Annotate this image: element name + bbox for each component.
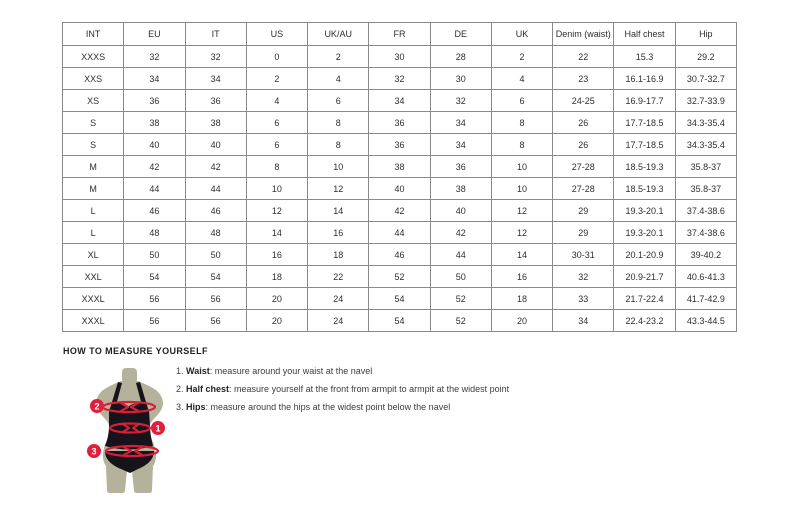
table-cell: 20 [491, 310, 552, 332]
column-header: EU [124, 23, 185, 46]
column-header: Hip [675, 23, 736, 46]
table-cell: 12 [491, 200, 552, 222]
table-cell: 33 [553, 288, 614, 310]
table-cell: 2 [246, 68, 307, 90]
table-cell: 46 [185, 200, 246, 222]
table-cell: 39-40.2 [675, 244, 736, 266]
table-cell: 35.8-37 [675, 156, 736, 178]
table-cell: 10 [491, 156, 552, 178]
table-cell: 50 [430, 266, 491, 288]
table-cell: 38 [430, 178, 491, 200]
table-cell: 6 [491, 90, 552, 112]
table-cell: 6 [246, 134, 307, 156]
table-cell: 38 [369, 156, 430, 178]
table-cell: 43.3-44.5 [675, 310, 736, 332]
table-cell: 36 [369, 112, 430, 134]
table-cell: 36 [124, 90, 185, 112]
table-cell: 24-25 [553, 90, 614, 112]
table-cell: 46 [124, 200, 185, 222]
table-cell: 52 [430, 310, 491, 332]
table-cell: XXXS [63, 46, 124, 68]
table-cell: 52 [430, 288, 491, 310]
column-header: Half chest [614, 23, 675, 46]
table-cell: M [63, 178, 124, 200]
table-cell: 26 [553, 112, 614, 134]
table-row [63, 310, 737, 332]
table-cell: 46 [369, 244, 430, 266]
table-cell: 32 [369, 68, 430, 90]
table-cell: 30 [369, 46, 430, 68]
table-cell: 20 [246, 288, 307, 310]
table-cell: 24 [308, 310, 369, 332]
table-cell: 19.3-20.1 [614, 222, 675, 244]
table-cell: 17.7-18.5 [614, 134, 675, 156]
table-cell: 17.7-18.5 [614, 112, 675, 134]
table-cell: 34 [369, 90, 430, 112]
table-cell: 26 [553, 134, 614, 156]
table-cell: 34.3-35.4 [675, 134, 736, 156]
table-row [63, 156, 737, 178]
table-cell: 14 [308, 200, 369, 222]
table-cell: 37.4-38.6 [675, 200, 736, 222]
table-row [63, 90, 737, 112]
table-cell: 24 [308, 288, 369, 310]
size-table-head-row [63, 23, 737, 46]
table-cell: 56 [185, 310, 246, 332]
table-cell: 18.5-19.3 [614, 178, 675, 200]
table-cell: XXS [63, 68, 124, 90]
table-cell: 32 [430, 90, 491, 112]
table-cell: 10 [491, 178, 552, 200]
table-cell: 23 [553, 68, 614, 90]
table-cell: 18.5-19.3 [614, 156, 675, 178]
table-cell: 8 [491, 134, 552, 156]
measure-step-hips [176, 402, 606, 413]
table-cell: 16.9-17.7 [614, 90, 675, 112]
step-text: : measure yourself at the front from armpit to armpit at the widest point [229, 384, 510, 394]
table-cell: 12 [246, 200, 307, 222]
table-cell: 54 [369, 288, 430, 310]
table-cell: 38 [185, 112, 246, 134]
table-cell: 14 [246, 222, 307, 244]
table-row [63, 178, 737, 200]
measure-step-waist [176, 366, 606, 377]
table-cell: 27-28 [553, 156, 614, 178]
measure-figure-illustration [82, 368, 182, 494]
table-cell: 34 [430, 112, 491, 134]
table-cell: 40 [124, 134, 185, 156]
table-cell: 22.4-23.2 [614, 310, 675, 332]
table-cell: S [63, 112, 124, 134]
table-cell: 30 [430, 68, 491, 90]
table-cell: 44 [430, 244, 491, 266]
table-cell: 44 [185, 178, 246, 200]
table-row [63, 266, 737, 288]
table-cell: M [63, 156, 124, 178]
table-cell: S [63, 134, 124, 156]
table-row [63, 288, 737, 310]
table-cell: 37.4-38.6 [675, 222, 736, 244]
table-cell: 40.6-41.3 [675, 266, 736, 288]
table-cell: 52 [369, 266, 430, 288]
table-cell: 0 [246, 46, 307, 68]
table-cell: 32.7-33.9 [675, 90, 736, 112]
table-cell: 6 [308, 90, 369, 112]
table-cell: 34 [124, 68, 185, 90]
table-cell: 54 [124, 266, 185, 288]
step-number: 2. [176, 384, 184, 394]
table-cell: 8 [246, 156, 307, 178]
table-cell: XXL [63, 266, 124, 288]
table-row [63, 112, 737, 134]
column-header: US [246, 23, 307, 46]
column-header: INT [63, 23, 124, 46]
table-cell: 34 [553, 310, 614, 332]
step-label: Hips [186, 402, 206, 412]
table-row [63, 244, 737, 266]
table-cell: XXXL [63, 310, 124, 332]
table-cell: 16 [246, 244, 307, 266]
table-cell: 29 [553, 200, 614, 222]
table-cell: 36 [369, 134, 430, 156]
table-cell: 56 [185, 288, 246, 310]
step-text: : measure around the hips at the widest point below the navel [205, 402, 451, 412]
table-cell: 2 [308, 46, 369, 68]
table-cell: 18 [246, 266, 307, 288]
table-cell: 38 [124, 112, 185, 134]
table-cell: 54 [185, 266, 246, 288]
table-cell: 15.3 [614, 46, 675, 68]
table-cell: 20.9-21.7 [614, 266, 675, 288]
table-cell: 4 [246, 90, 307, 112]
hips-badge-number: 3 [91, 446, 97, 457]
table-cell: 12 [491, 222, 552, 244]
table-cell: L [63, 200, 124, 222]
table-cell: 48 [185, 222, 246, 244]
step-label: Waist [186, 366, 210, 376]
table-cell: 8 [308, 134, 369, 156]
table-cell: 42 [369, 200, 430, 222]
table-cell: 14 [491, 244, 552, 266]
table-cell: 32 [124, 46, 185, 68]
table-cell: 29 [553, 222, 614, 244]
table-cell: 36 [185, 90, 246, 112]
measure-section-title: HOW TO MEASURE YOURSELF [63, 346, 208, 356]
table-cell: 4 [491, 68, 552, 90]
table-cell: 20 [246, 310, 307, 332]
table-cell: 22 [553, 46, 614, 68]
table-cell: 41.7-42.9 [675, 288, 736, 310]
column-header: IT [185, 23, 246, 46]
table-row [63, 134, 737, 156]
table-cell: 44 [369, 222, 430, 244]
table-cell: 6 [246, 112, 307, 134]
table-cell: 34 [430, 134, 491, 156]
table-row [63, 222, 737, 244]
size-table-body [63, 46, 737, 332]
table-cell: 2 [491, 46, 552, 68]
table-cell: 20.1-20.9 [614, 244, 675, 266]
table-cell: 16 [308, 222, 369, 244]
table-cell: 16.1-16.9 [614, 68, 675, 90]
table-cell: 32 [185, 46, 246, 68]
table-cell: 8 [491, 112, 552, 134]
table-cell: 34 [185, 68, 246, 90]
table-cell: 29.2 [675, 46, 736, 68]
table-cell: 27-28 [553, 178, 614, 200]
measure-step-half-chest [176, 384, 606, 395]
table-cell: 42 [124, 156, 185, 178]
table-cell: 42 [430, 222, 491, 244]
column-header: UK [491, 23, 552, 46]
table-cell: 16 [491, 266, 552, 288]
step-number: 1. [176, 366, 184, 376]
table-cell: XL [63, 244, 124, 266]
step-label: Half chest [186, 384, 230, 394]
chest-badge-number: 2 [94, 401, 100, 412]
table-cell: 12 [308, 178, 369, 200]
table-cell: 50 [185, 244, 246, 266]
table-cell: 10 [246, 178, 307, 200]
table-cell: 42 [185, 156, 246, 178]
table-cell: 8 [308, 112, 369, 134]
table-cell: 4 [308, 68, 369, 90]
table-cell: 56 [124, 310, 185, 332]
table-cell: 21.7-22.4 [614, 288, 675, 310]
table-cell: 18 [308, 244, 369, 266]
step-text: : measure around your waist at the navel [209, 366, 373, 376]
column-header: DE [430, 23, 491, 46]
waist-badge-number: 1 [155, 423, 161, 434]
table-cell: 19.3-20.1 [614, 200, 675, 222]
table-row [63, 68, 737, 90]
table-cell: 44 [124, 178, 185, 200]
table-cell: 40 [185, 134, 246, 156]
table-cell: XS [63, 90, 124, 112]
table-cell: 54 [369, 310, 430, 332]
table-cell: XXXL [63, 288, 124, 310]
table-row [63, 200, 737, 222]
size-table-head [63, 23, 737, 46]
table-cell: 48 [124, 222, 185, 244]
table-cell: 30-31 [553, 244, 614, 266]
size-table [62, 22, 737, 332]
table-row [63, 46, 737, 68]
table-cell: 10 [308, 156, 369, 178]
table-cell: L [63, 222, 124, 244]
table-cell: 28 [430, 46, 491, 68]
step-number: 3. [176, 402, 184, 412]
table-cell: 22 [308, 266, 369, 288]
table-cell: 50 [124, 244, 185, 266]
measure-steps [176, 366, 606, 420]
column-header: FR [369, 23, 430, 46]
table-cell: 40 [430, 200, 491, 222]
column-header: UK/AU [308, 23, 369, 46]
table-cell: 40 [369, 178, 430, 200]
table-cell: 56 [124, 288, 185, 310]
table-cell: 36 [430, 156, 491, 178]
table-cell: 35.8-37 [675, 178, 736, 200]
column-header: Denim (waist) [553, 23, 614, 46]
table-cell: 18 [491, 288, 552, 310]
table-cell: 32 [553, 266, 614, 288]
table-cell: 34.3-35.4 [675, 112, 736, 134]
table-cell: 30.7-32.7 [675, 68, 736, 90]
